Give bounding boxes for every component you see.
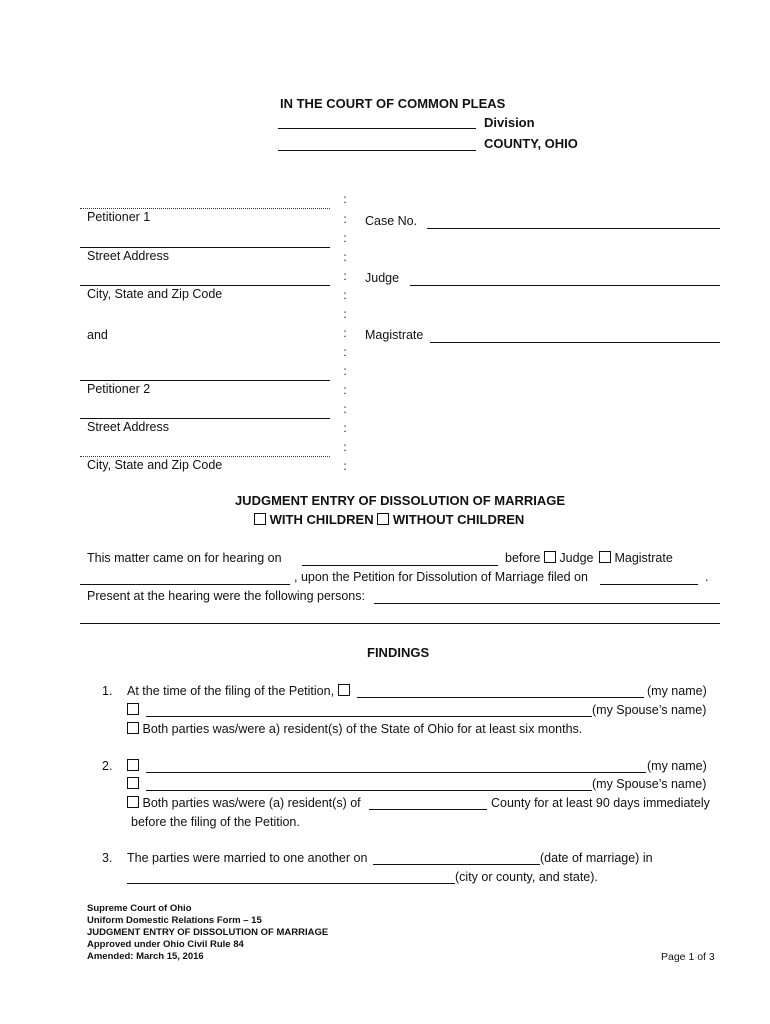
hearing-before-options bbox=[505, 551, 673, 565]
item1-both-checkbox[interactable] bbox=[127, 722, 139, 734]
county-label: COUNTY, OHIO bbox=[484, 136, 578, 151]
item1-text bbox=[127, 684, 350, 698]
street1-label: Street Address bbox=[87, 249, 169, 263]
magistrate-label: Magistrate bbox=[365, 328, 424, 342]
without-children-label: WITHOUT CHILDREN bbox=[392, 512, 525, 527]
footer-line3: JUDGMENT ENTRY OF DISSOLUTION OF MARRIAGE bbox=[87, 927, 329, 938]
item2-number: 2. bbox=[102, 759, 113, 773]
hearing-line2-text: , upon the Petition for Dissolution of Marriage filed on bbox=[294, 570, 588, 584]
item2-county-blank[interactable] bbox=[369, 809, 487, 810]
caption-colon: : bbox=[343, 250, 347, 264]
caption-colon: : bbox=[343, 440, 347, 454]
with-children-checkbox[interactable] bbox=[254, 513, 266, 525]
item2-both-text-a: Both parties was/were (a) resident(s) of bbox=[142, 796, 361, 810]
item3-number: 3. bbox=[102, 851, 113, 865]
division-label: Division bbox=[484, 115, 535, 130]
item1-both-text: Both parties was/were a) resident(s) of the State of Ohio for at least six months. bbox=[142, 722, 583, 736]
caption-colon: : bbox=[343, 288, 347, 302]
caption-colon: : bbox=[343, 421, 347, 435]
magistrate-option-label: Magistrate bbox=[614, 551, 673, 565]
judge-label: Judge bbox=[365, 271, 400, 285]
item1-spouse-checkbox[interactable] bbox=[127, 703, 139, 715]
hearing-date-blank[interactable] bbox=[302, 565, 498, 566]
magistrate-blank[interactable] bbox=[430, 342, 720, 343]
footer-line2: Uniform Domestic Relations Form – 15 bbox=[87, 915, 262, 926]
item1-my-name-label: (my name) bbox=[647, 684, 707, 698]
item1-spouse-row bbox=[127, 703, 139, 717]
and-label: and bbox=[87, 328, 108, 342]
petitioner2-blank[interactable] bbox=[80, 380, 330, 381]
hearing-period: . bbox=[705, 570, 709, 584]
magistrate-checkbox[interactable] bbox=[599, 551, 611, 563]
court-title: IN THE COURT OF COMMON PLEAS bbox=[280, 96, 506, 111]
street2-label: Street Address bbox=[87, 420, 169, 434]
item2-both-text-c: before the filing of the Petition. bbox=[131, 815, 300, 829]
city1-label: City, State and Zip Code bbox=[87, 287, 223, 301]
petitioner1-blank[interactable] bbox=[80, 208, 330, 209]
item2-both-checkbox[interactable] bbox=[127, 796, 139, 808]
item1-my-name-blank[interactable] bbox=[357, 697, 644, 698]
caption-colon: : bbox=[343, 383, 347, 397]
item1-spouse-name-blank[interactable] bbox=[146, 716, 592, 717]
petitioner2-label: Petitioner 2 bbox=[87, 382, 151, 396]
before-label: before bbox=[505, 551, 541, 565]
officer-name-blank[interactable] bbox=[80, 584, 290, 585]
caption-colon: : bbox=[343, 212, 347, 226]
item3-place-label: (city or county, and state). bbox=[455, 870, 598, 884]
footer-line5: Amended: March 15, 2016 bbox=[87, 951, 204, 962]
caption-colon: : bbox=[343, 307, 347, 321]
hearing-line1-text: This matter came on for hearing on bbox=[87, 551, 282, 565]
item2-both-text-b: County for at least 90 days immediately bbox=[491, 796, 710, 810]
caption-colon: : bbox=[343, 402, 347, 416]
item1-intro: At the time of the filing of the Petition, bbox=[127, 684, 335, 698]
caption-colon: : bbox=[343, 459, 347, 473]
hearing-line3-text: Present at the hearing were the following persons: bbox=[87, 589, 365, 603]
item2-my-name-checkbox[interactable] bbox=[127, 759, 139, 771]
city2-blank[interactable] bbox=[80, 456, 330, 457]
caption-colon: : bbox=[343, 269, 347, 283]
footer-line4: Approved under Ohio Civil Rule 84 bbox=[87, 939, 244, 950]
item2-my-name-blank[interactable] bbox=[146, 772, 646, 773]
item3-date-label: (date of marriage) in bbox=[540, 851, 653, 865]
without-children-checkbox[interactable] bbox=[377, 513, 389, 525]
item2-spouse-name-blank[interactable] bbox=[146, 790, 592, 791]
caption-colon: : bbox=[343, 345, 347, 359]
item1-both-row bbox=[127, 722, 582, 736]
item3-date-blank[interactable] bbox=[373, 864, 540, 865]
findings-title: FINDINGS bbox=[367, 645, 430, 660]
item3-place-blank[interactable] bbox=[127, 883, 455, 884]
item1-spouse-label: (my Spouse’s name) bbox=[592, 703, 707, 717]
present-persons-blank-2[interactable] bbox=[80, 623, 720, 624]
petitioner1-label: Petitioner 1 bbox=[87, 210, 151, 224]
case-no-label: Case No. bbox=[365, 214, 418, 228]
item1-my-name-checkbox[interactable] bbox=[338, 684, 350, 696]
caption-colon: : bbox=[343, 231, 347, 245]
case-no-blank[interactable] bbox=[427, 228, 720, 229]
judgment-title: JUDGMENT ENTRY OF DISSOLUTION OF MARRIAGE bbox=[234, 493, 566, 508]
caption-colon: : bbox=[343, 192, 347, 206]
city1-blank[interactable] bbox=[80, 285, 330, 286]
with-children-label: WITH CHILDREN bbox=[269, 512, 374, 527]
item2-my-name-row bbox=[127, 759, 139, 773]
judge-checkbox[interactable] bbox=[544, 551, 556, 563]
item2-my-name-label: (my name) bbox=[647, 759, 707, 773]
item2-spouse-checkbox[interactable] bbox=[127, 777, 139, 789]
item3-text: The parties were married to one another on bbox=[127, 851, 368, 865]
judge-blank[interactable] bbox=[410, 285, 720, 286]
county-blank[interactable] bbox=[278, 150, 476, 151]
caption-colon: : bbox=[343, 326, 347, 340]
item2-spouse-label: (my Spouse’s name) bbox=[592, 777, 707, 791]
judge-option-label: Judge bbox=[559, 551, 594, 565]
street1-blank[interactable] bbox=[80, 247, 330, 248]
street2-blank[interactable] bbox=[80, 418, 330, 419]
children-options bbox=[254, 512, 524, 527]
city2-label: City, State and Zip Code bbox=[87, 458, 223, 472]
item2-spouse-row bbox=[127, 777, 139, 791]
item2-both-row bbox=[127, 796, 361, 810]
footer-line1: Supreme Court of Ohio bbox=[87, 903, 192, 914]
caption-colon: : bbox=[343, 364, 347, 378]
item1-number: 1. bbox=[102, 684, 113, 698]
page-number: Page 1 of 3 bbox=[661, 951, 715, 963]
petition-filed-date-blank[interactable] bbox=[600, 584, 698, 585]
present-persons-blank[interactable] bbox=[374, 603, 720, 604]
division-blank[interactable] bbox=[278, 128, 476, 129]
